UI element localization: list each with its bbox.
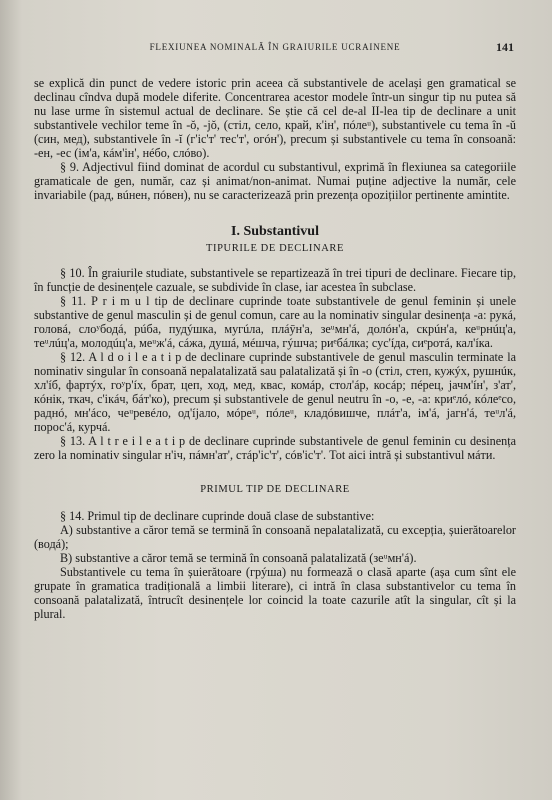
section-subtitle: TIPURILE DE DECLINARE [206,243,344,254]
paragraph-continuation: se explică din punct de vedere istoric prin aceea că substantivele de același gen gramatical se declinau cîndva după modele diferite. Concentrarea acestor modele într-un singur tip nu putea să nu lase urme în sistemul actual de declinare. Se știe că cel de-al II-lea tip de declinare a unit substantivele vechilor teme în -ŏ, -jŏ, (стіл, село, край, к'ін', пóлеᵘ), substantivele cu tema în -ŭ (син, мед), substantivele în -ĭ (г'іс'т' тес'т', огóн'), precum și substantivele cu tema în consoană: -ен, -ес (ім'а, кáм'ін', нéбо, слóво). [34,76,516,160]
page-number: 141 [496,40,514,54]
running-title: FLEXIUNEA NOMINALĂ ÎN GRAIURILE UCRAINENE [149,42,401,52]
paragraph-section-10: § 10. În graiurile studiate, substantivele se repartizează în trei tipuri de declinare. Fiecare tip, în funcție de desinențele cazuale, se subdivide în clase, iar acestea în subclase. [34,266,516,294]
paragraph-section-11: § 11. P r i m u l tip de declinare cuprinde toate substantivele de genul feminin și unele substantive de genul masculin și de genul comun, care au la nominativ singular desinența -a: рукá, головá, слоʸбодá, рúба, пудýшка, мугúла, плáӯн'а, зеᵘмн'á, долóн'а, скрúн'а, кеᵘрнúц'а, теᵘлúц'а, молодúц'а, меᵘж'á, сáжа, душá, мéшча, гýшча; риᵉбáлка; сус'íда, сиᵉротá, кал'íка. [34,294,516,350]
subsection-title: PRIMUL TIP DE DECLINARE [200,484,350,495]
paragraph-section-14: § 14. Primul tip de declinare cuprinde două clase de substantive: [60,509,375,523]
paragraph-section-9: § 9. Adjectivul fiind dominat de acordul cu substantivul, exprimă în flexiunea sa categoriile gramaticale de gen, număr, caz și animat/non-animat. Numai puține adjective la număr, cele invariabile (рад, вúнен, пóвен), nu se caracterizează prin prezența opozițiilor pertinente amintite. [34,160,516,202]
paragraph-section-12: § 12. A l d o i l e a t i p de declinare cuprinde substantivele de genul masculin terminate la nominativ singular în consoană nepalatalizată sau palatalizată și în -o (стіл, степ, кужýх, рушнúк, хл'íб, фартýх, гоʸр'íх, брат, цеп, ход, мед, квас, комáр, стол'áр, косáр; пéрец, јачм'íн', з'ат', кóнік, ткач, с'ікáч, бáт'ко), precum și substantivele de genul neutru în -o, -e, -a: криᵉлó, кóлеᵉсо, раднó, мн'áсо, чеᵘревéло, од'íјало, мóреᵘ, пóлеᵘ, кладóвишче, плáт'а, ім'á, јагн'á, теᵘл'á, порос'á, курчá. [34,350,516,434]
section-title: I. Substantivul [231,224,319,239]
paragraph-class-a: A) substantive a căror temă se termină în consoană nepalatalizată, cu excepția, șuierătoarelor (водá); [34,523,516,551]
paragraph-class-b: B) substantive a căror temă se termină în consoană palatalizată (зеᵘмн'á). [60,551,417,565]
paragraph-sibilants: Substantivele cu tema în șuierătoare (грýша) nu formează o clasă aparte (așa cum sînt ele grupate în gramatica tradițională a limbii literare), ci intră în clasa substantivelor cu tema în consoană palatalizată, întrucît desinențele lor coincid la toate cazurile atît la singular, cît și la plural. [34,565,516,621]
paragraph-section-13: § 13. A l t r e i l e a t i p de declinare cuprinde substantivele de genul feminin cu desinența zero la nominativ singular н'іч, пáмн'ат', стáр'іс'т', сóв'іс'т'. Tot aici intră și substantivul мáти. [34,434,516,462]
running-head [34,42,516,52]
